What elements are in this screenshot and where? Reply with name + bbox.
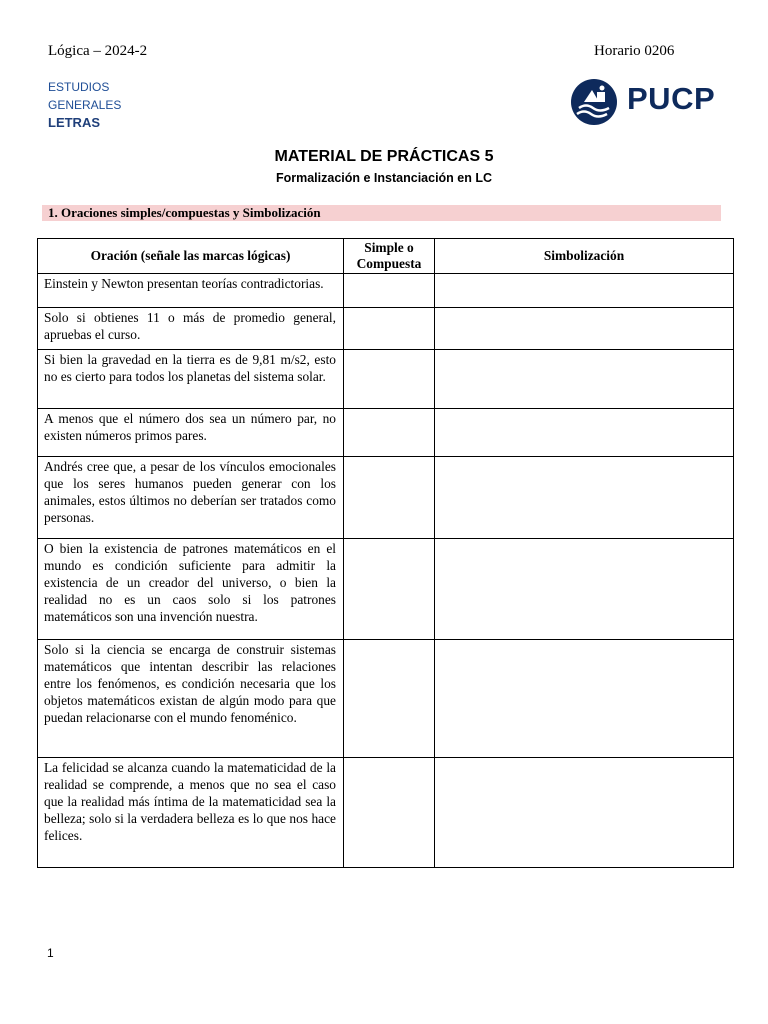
section-heading: 1. Oraciones simples/compuestas y Simbolización bbox=[42, 205, 721, 221]
pucp-logo-text: PUCP bbox=[627, 81, 716, 116]
simbolizacion-cell[interactable] bbox=[435, 539, 734, 640]
oracion-cell: Andrés cree que, a pesar de los vínculos emocionales que los seres humanos pueden generar con los animales, estos últimos no deberían ser tratados como personas. bbox=[38, 457, 344, 539]
column-header-oracion: Oración (señale las marcas lógicas) bbox=[38, 239, 344, 274]
table-row bbox=[38, 758, 734, 868]
pucp-seal-icon bbox=[569, 78, 621, 126]
table-row bbox=[38, 274, 734, 308]
oracion-cell: Einstein y Newton presentan teorías contradictorias. bbox=[38, 274, 344, 308]
oracion-cell: Solo si la ciencia se encarga de construir sistemas matemáticos que intentan describir las relaciones entre los fenómenos, es condición necesaria que los objetos matemáticos existan de algún modo para que puedan relacionarse con el mundo fenoménico. bbox=[38, 640, 344, 758]
table-row bbox=[38, 409, 734, 457]
schedule-header: Horario 0206 bbox=[594, 43, 675, 59]
department-line-1: ESTUDIOS bbox=[48, 80, 110, 94]
oracion-cell: La felicidad se alcanza cuando la matematicidad de la realidad se comprende, a menos que no sea el caso que la realidad más íntima de la matematicidad sea la belleza; solo si la verdadera belleza es lo que nos hace felices. bbox=[38, 758, 344, 868]
course-header: Lógica – 2024-2 bbox=[48, 43, 148, 59]
tipo-cell[interactable] bbox=[344, 350, 435, 409]
column-header-tipo: Simple o Compuesta bbox=[344, 239, 435, 274]
simbolizacion-cell[interactable] bbox=[435, 308, 734, 350]
department-line-2: GENERALES bbox=[48, 98, 122, 112]
document-subtitle: Formalización e Instanciación en LC bbox=[275, 171, 493, 185]
page-number: 1 bbox=[47, 946, 54, 960]
document-title: MATERIAL DE PRÁCTICAS 5 bbox=[274, 148, 494, 165]
simbolizacion-cell[interactable] bbox=[435, 409, 734, 457]
exercise-table bbox=[37, 238, 734, 868]
tipo-cell[interactable] bbox=[344, 308, 435, 350]
oracion-cell: Solo si obtienes 11 o más de promedio general, apruebas el curso. bbox=[38, 308, 344, 350]
oracion-cell: Si bien la gravedad en la tierra es de 9,81 m/s2, esto no es cierto para todos los planetas del sistema solar. bbox=[38, 350, 344, 409]
department-logo-text bbox=[48, 78, 121, 132]
department-line-3: LETRAS bbox=[48, 115, 100, 130]
table-row bbox=[38, 457, 734, 539]
simbolizacion-cell[interactable] bbox=[435, 350, 734, 409]
table-row bbox=[38, 640, 734, 758]
table-row bbox=[38, 350, 734, 409]
simbolizacion-cell[interactable] bbox=[435, 274, 734, 308]
tipo-cell[interactable] bbox=[344, 758, 435, 868]
simbolizacion-cell[interactable] bbox=[435, 640, 734, 758]
pucp-logo bbox=[569, 78, 719, 126]
table-header-row bbox=[38, 239, 734, 274]
tipo-cell[interactable] bbox=[344, 539, 435, 640]
oracion-cell: O bien la existencia de patrones matemáticos en el mundo es condición suficiente para admitir la existencia de un creador del universo, o bien la realidad no es un caos solo si los patrones matemáticos son una invención nuestra. bbox=[38, 539, 344, 640]
table-row bbox=[38, 308, 734, 350]
tipo-cell[interactable] bbox=[344, 274, 435, 308]
tipo-cell[interactable] bbox=[344, 409, 435, 457]
simbolizacion-cell[interactable] bbox=[435, 457, 734, 539]
column-header-simbolizacion: Simbolización bbox=[435, 239, 734, 274]
oracion-cell: A menos que el número dos sea un número par, no existen números primos pares. bbox=[38, 409, 344, 457]
table-row bbox=[38, 539, 734, 640]
tipo-cell[interactable] bbox=[344, 457, 435, 539]
simbolizacion-cell[interactable] bbox=[435, 758, 734, 868]
tipo-cell[interactable] bbox=[344, 640, 435, 758]
